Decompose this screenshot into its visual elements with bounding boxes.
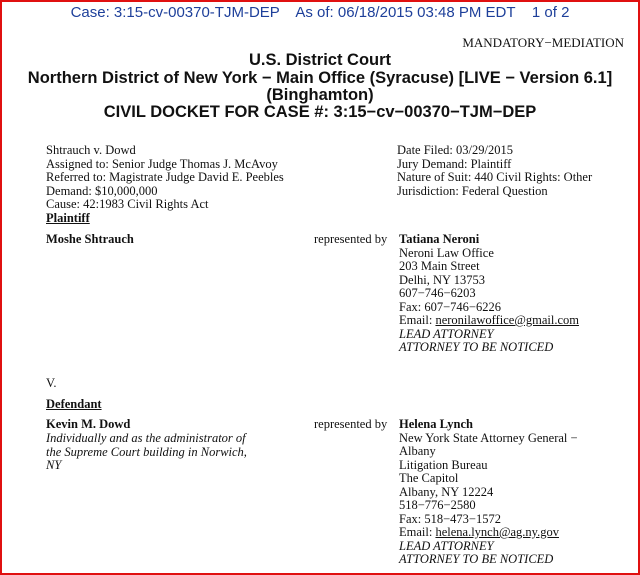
- address-line: Neroni Law Office: [399, 245, 494, 260]
- defendant-attorney-email-link[interactable]: helena.lynch@ag.ny.gov: [435, 525, 559, 539]
- versus-label: V.: [46, 376, 57, 390]
- defendant-name: Kevin M. Dowd: [46, 417, 131, 431]
- court-name: U.S. District Court: [248, 51, 392, 69]
- jurisdiction: Jurisdiction: Federal Question: [397, 183, 548, 198]
- email-row: [399, 314, 579, 328]
- description-line: Individually and as the administrator of: [46, 431, 246, 445]
- address-line: Albany: [399, 444, 436, 458]
- case-number-header: Case: 3:15-cv-00370-TJM-DEP: [70, 4, 280, 21]
- phone: 518−776−2580: [399, 498, 476, 512]
- nature-of-suit: Nature of Suit: 440 Civil Rights: Other: [397, 170, 593, 184]
- lead-attorney-flag: LEAD ATTORNEY: [399, 326, 494, 341]
- plaintiff-heading: Plaintiff: [46, 211, 90, 225]
- cause: Cause: 42:1983 Civil Rights Act: [46, 197, 209, 211]
- address-line: Litigation Bureau: [399, 457, 488, 472]
- assigned-judge: Assigned to: Senior Judge Thomas J. McAvoy: [46, 156, 278, 171]
- represented-by-label: represented by: [314, 417, 388, 431]
- attorney-noticed-flag: ATTORNEY TO BE NOTICED: [399, 340, 554, 354]
- description-line: NY: [46, 458, 62, 472]
- lead-attorney-flag: LEAD ATTORNEY: [399, 538, 494, 553]
- email-row: [399, 526, 578, 540]
- docket-title: CIVIL DOCKET FOR CASE #: 3:15−cv−00370−TJM−DEP: [103, 103, 537, 121]
- address-line: Albany, NY 12224: [399, 484, 494, 499]
- description-line: the Supreme Court building in Norwich,: [46, 444, 247, 459]
- fax: Fax: 607−746−6226: [399, 299, 501, 314]
- case-info-left: [46, 144, 284, 212]
- fax: Fax: 518−473−1572: [399, 511, 501, 526]
- plaintiff-attorney-name: Tatiana Neroni: [399, 232, 480, 246]
- case-caption: Shtrauch v. Dowd: [46, 143, 136, 157]
- address-line: The Capitol: [399, 471, 459, 485]
- represented-by-label: represented by: [314, 232, 388, 246]
- defendant-description: [46, 432, 247, 473]
- address-line: 203 Main Street: [399, 259, 480, 273]
- phone: 607−746−6203: [399, 286, 476, 300]
- defendant-attorney-block: [399, 418, 578, 567]
- plaintiff-name: Moshe Shtrauch: [46, 232, 134, 246]
- case-info-right: [397, 144, 592, 198]
- address-line: New York State Attorney General −: [399, 430, 578, 445]
- pacer-header: [2, 4, 638, 21]
- mediation-flag: MANDATORY−MEDIATION: [462, 35, 624, 50]
- defendant-attorney-name: Helena Lynch: [399, 417, 473, 431]
- demand: Demand: $10,000,000: [46, 183, 158, 198]
- plaintiff-attorney-block: [399, 233, 579, 355]
- attorney-noticed-flag: ATTORNEY TO BE NOTICED: [399, 552, 554, 566]
- defendant-heading: Defendant: [46, 397, 102, 411]
- district-line: Northern District of New York − Main Office (Syracuse) [LIVE − Version 6.1]: [27, 69, 613, 87]
- referred-judge: Referred to: Magistrate Judge David E. Peebles: [46, 170, 284, 184]
- email-label: Email:: [399, 313, 436, 327]
- jury-demand: Jury Demand: Plaintiff: [397, 156, 512, 171]
- plaintiff-attorney-email-link[interactable]: neronilawoffice@gmail.com: [435, 313, 579, 327]
- address-line: Delhi, NY 13753: [399, 272, 485, 287]
- email-label: Email:: [399, 525, 436, 539]
- as-of-timestamp: As of: 06/18/2015 03:48 PM EDT: [295, 4, 516, 21]
- date-filed: Date Filed: 03/29/2015: [397, 143, 513, 157]
- page-count: 1 of 2: [531, 4, 570, 21]
- division-line: (Binghamton): [266, 86, 374, 104]
